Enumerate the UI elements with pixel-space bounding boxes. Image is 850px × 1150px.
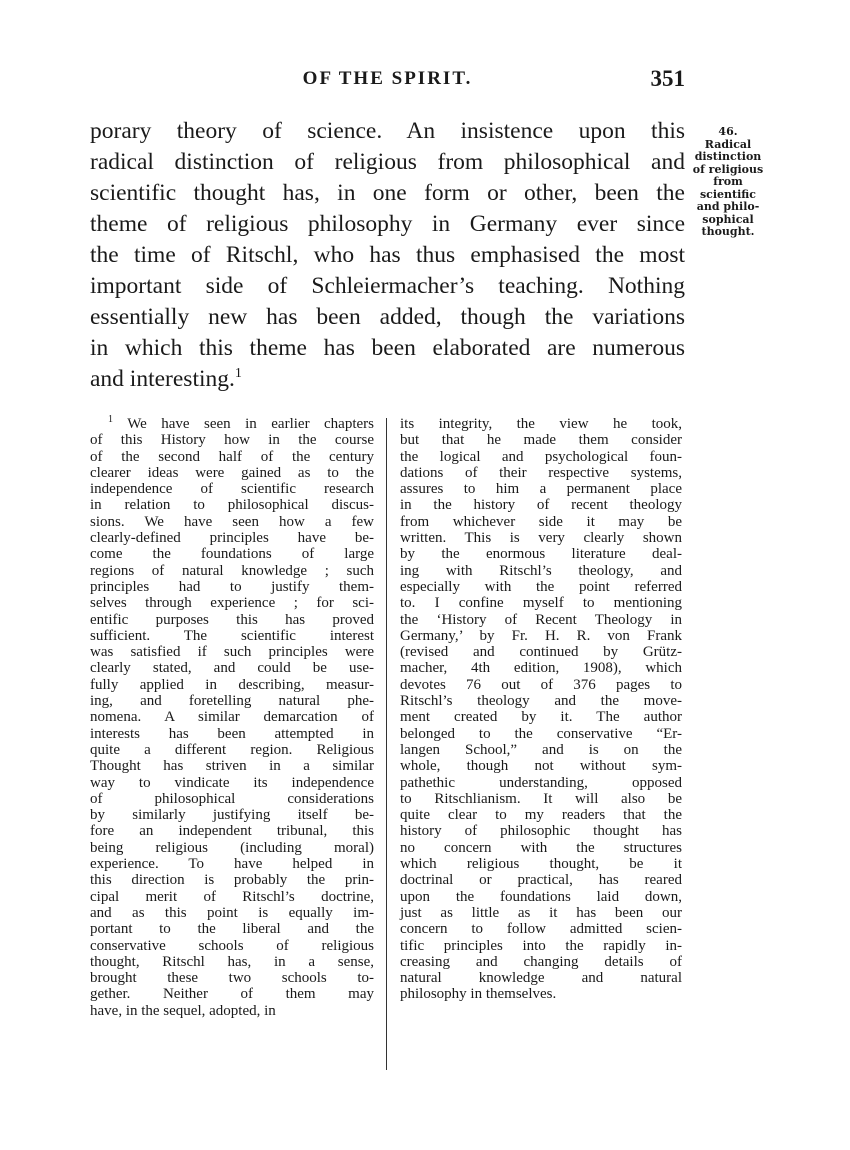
- footnote-line: sions. We have seen how a few: [90, 513, 374, 530]
- footnote-line: quite clear to my readers that the: [400, 807, 682, 824]
- footnote-line: come the foundations of large: [90, 546, 374, 563]
- footnote-line: conservative schools of religious: [90, 937, 374, 954]
- footnote-line: in relation to philosophical discus-: [90, 497, 374, 514]
- footnote-line: no concern with the structures: [400, 839, 682, 856]
- footnote-line: natural knowledge and natural: [400, 970, 682, 987]
- footnote-line-text: We have seen in earlier chapters: [127, 416, 374, 432]
- footnote-line: of the second half of the century: [90, 448, 374, 465]
- footnote-line: to. I confine myself to mentioning: [400, 595, 682, 612]
- footnote-line: this direction is probably the prin-: [90, 872, 374, 889]
- footnote-line: but that he made them consider: [400, 432, 682, 449]
- footnote-line: interests has been attempted in: [90, 725, 374, 742]
- main-text-line: important side of Schleiermacher’s teaching. Nothing: [90, 273, 685, 299]
- main-text: [90, 116, 685, 395]
- marginal-note-line: and philo-: [696, 200, 760, 213]
- footnote-line: Thought has striven in a similar: [90, 758, 374, 775]
- footnote-line: portant to the liberal and the: [90, 921, 374, 938]
- footnote-line: clearer ideas were gained as to the: [90, 464, 374, 481]
- marginal-note-line: thought.: [701, 225, 755, 238]
- footnote-line: quite a different region. Religious: [90, 741, 374, 758]
- footnote-line: philosophy in themselves.: [400, 986, 557, 1003]
- main-text-line: radical distinction of religious from philosophical and: [90, 149, 685, 175]
- main-text-line: porary theory of science. An insistence upon this: [90, 118, 685, 144]
- footnote-line: dations of their respective systems,: [400, 464, 682, 481]
- marginal-note-line: 46.: [718, 125, 738, 138]
- footnote-line: assures to him a permanent place: [400, 481, 682, 498]
- footnote-line: pathethic understanding, opposed: [400, 774, 682, 791]
- footnote-line: especially with the point referred: [400, 578, 682, 595]
- footnote-line: fore an independent tribunal, this: [90, 823, 374, 840]
- footnote-line: its integrity, the view he took,: [400, 416, 682, 432]
- footnote-line: ment created by it. The author: [400, 709, 682, 726]
- marginal-note-line: distinction: [694, 150, 762, 163]
- main-text-line: essentially new has been added, though the variations: [90, 304, 685, 330]
- footnote-line: the logical and psychological foun-: [400, 448, 682, 465]
- column-divider: [386, 418, 387, 1070]
- footnote-line: just as little as it has been our: [400, 904, 682, 921]
- marginal-note: [688, 126, 768, 239]
- footnote-line: Germany,’ by Fr. H. R. von Frank: [400, 627, 682, 644]
- footnote-line: upon the foundations laid down,: [400, 888, 682, 905]
- footnote-line: from whichever side it may be: [400, 513, 682, 530]
- footnote-line: clearly stated, and could be use-: [90, 660, 374, 677]
- main-text-last-line: [90, 364, 685, 395]
- footnote-line: entific purposes this has proved: [90, 611, 374, 628]
- footnote-line: and as this point is equally im-: [90, 904, 374, 921]
- marginal-note-line: scientific: [699, 187, 757, 201]
- footnote-line: the ‘History of Recent Theology in: [400, 611, 682, 628]
- footnote-line: thought, Ritschl has, in a sense,: [90, 953, 374, 970]
- footnote-line: have, in the sequel, adopted, in: [90, 1002, 276, 1019]
- main-text-line: in which this theme has been elaborated are numerous: [90, 335, 685, 361]
- footnote-line: fully applied in describing, measur-: [90, 676, 374, 693]
- main-text-line: scientific thought has, in one form or other, been the: [90, 180, 685, 206]
- main-text-line: and interesting.: [90, 366, 235, 392]
- footnote-line: macher, 4th edition, 1908), which: [400, 660, 682, 677]
- footnote-line: of this History how in the course: [90, 432, 374, 449]
- footnote-line: of philosophical considerations: [90, 790, 374, 807]
- marginal-note-line: Radical: [704, 137, 752, 151]
- main-text-line: the time of Ritschl, who has thus emphasised the most: [90, 242, 685, 268]
- footnote-line: tific principles into the rapidly in-: [400, 937, 682, 954]
- footnote-line: independence of scientific research: [90, 481, 374, 498]
- footnote-line: in the history of recent theology: [400, 497, 682, 514]
- footnote-line: being religious (including moral): [90, 839, 374, 856]
- footnote-line: which religious thought, be it: [400, 856, 682, 873]
- footnote-block: [90, 416, 682, 1076]
- footnote-line: langen School,” and is on the: [400, 741, 682, 758]
- page-number: 351: [650, 66, 685, 91]
- footnote-line: gether. Neither of them may: [90, 986, 374, 1003]
- footnote-line: nomena. A similar demarcation of: [90, 709, 374, 726]
- footnote-line: experience. To have helped in: [90, 856, 374, 873]
- marginal-note-line: of religious: [692, 162, 764, 176]
- footnote-line: to Ritschlianism. It will also be: [400, 790, 682, 807]
- footnote-line: regions of natural knowledge ; such: [90, 562, 374, 579]
- footnote-line: concern to follow admitted scien-: [400, 921, 682, 938]
- footnote-line: way to vindicate its independence: [90, 774, 374, 791]
- footnote-line: belonged to the conservative “Er-: [400, 725, 682, 742]
- footnote-left-column: [90, 416, 374, 1019]
- footnote-line: (revised and continued by Grütz-: [400, 644, 682, 661]
- running-title: OF THE SPIRIT.: [302, 68, 473, 89]
- footnote-line: doctrinal or practical, has reared: [400, 872, 682, 889]
- footnote-line: principles had to justify them-: [90, 578, 374, 595]
- marginal-note-line: sophical: [702, 212, 754, 226]
- footnote-line: written. This is very clearly shown: [400, 530, 682, 547]
- footnote-line: Ritschl’s theology and the move-: [400, 693, 682, 710]
- footnote-line: [90, 416, 374, 432]
- footnote-line: by the enormous literature deal-: [400, 546, 682, 563]
- footnote-line: devotes 76 out of 376 pages to: [400, 676, 682, 693]
- footnote-line: was satisfied if such principles were: [90, 644, 374, 661]
- footnote-line: brought these two schools to-: [90, 970, 374, 987]
- footnote-line: clearly-defined principles have be-: [90, 530, 374, 547]
- footnote-line: creasing and changing details of: [400, 953, 682, 970]
- footnote-line: by similarly justifying itself be-: [90, 807, 374, 824]
- footnote-line: selves through experience ; for sci-: [90, 595, 374, 612]
- footnote-line: ing with Ritschl’s theology, and: [400, 562, 682, 579]
- main-text-line: theme of religious philosophy in Germany ever since: [90, 211, 685, 237]
- footnote-line: ing, and foretelling natural phe-: [90, 693, 374, 710]
- footnote-line: whole, though not without sym-: [400, 758, 682, 775]
- footnote-marker: 1: [108, 414, 113, 425]
- footnote-line: sufficient. The scientific interest: [90, 627, 374, 644]
- marginal-note-line: from: [713, 175, 743, 188]
- footnote-reference: 1: [234, 366, 242, 382]
- footnote-line: history of philosophic thought has: [400, 823, 682, 840]
- footnote-right-column: [400, 416, 682, 1003]
- running-head: [90, 66, 685, 96]
- footnote-line: cipal merit of Ritschl’s doctrine,: [90, 888, 374, 905]
